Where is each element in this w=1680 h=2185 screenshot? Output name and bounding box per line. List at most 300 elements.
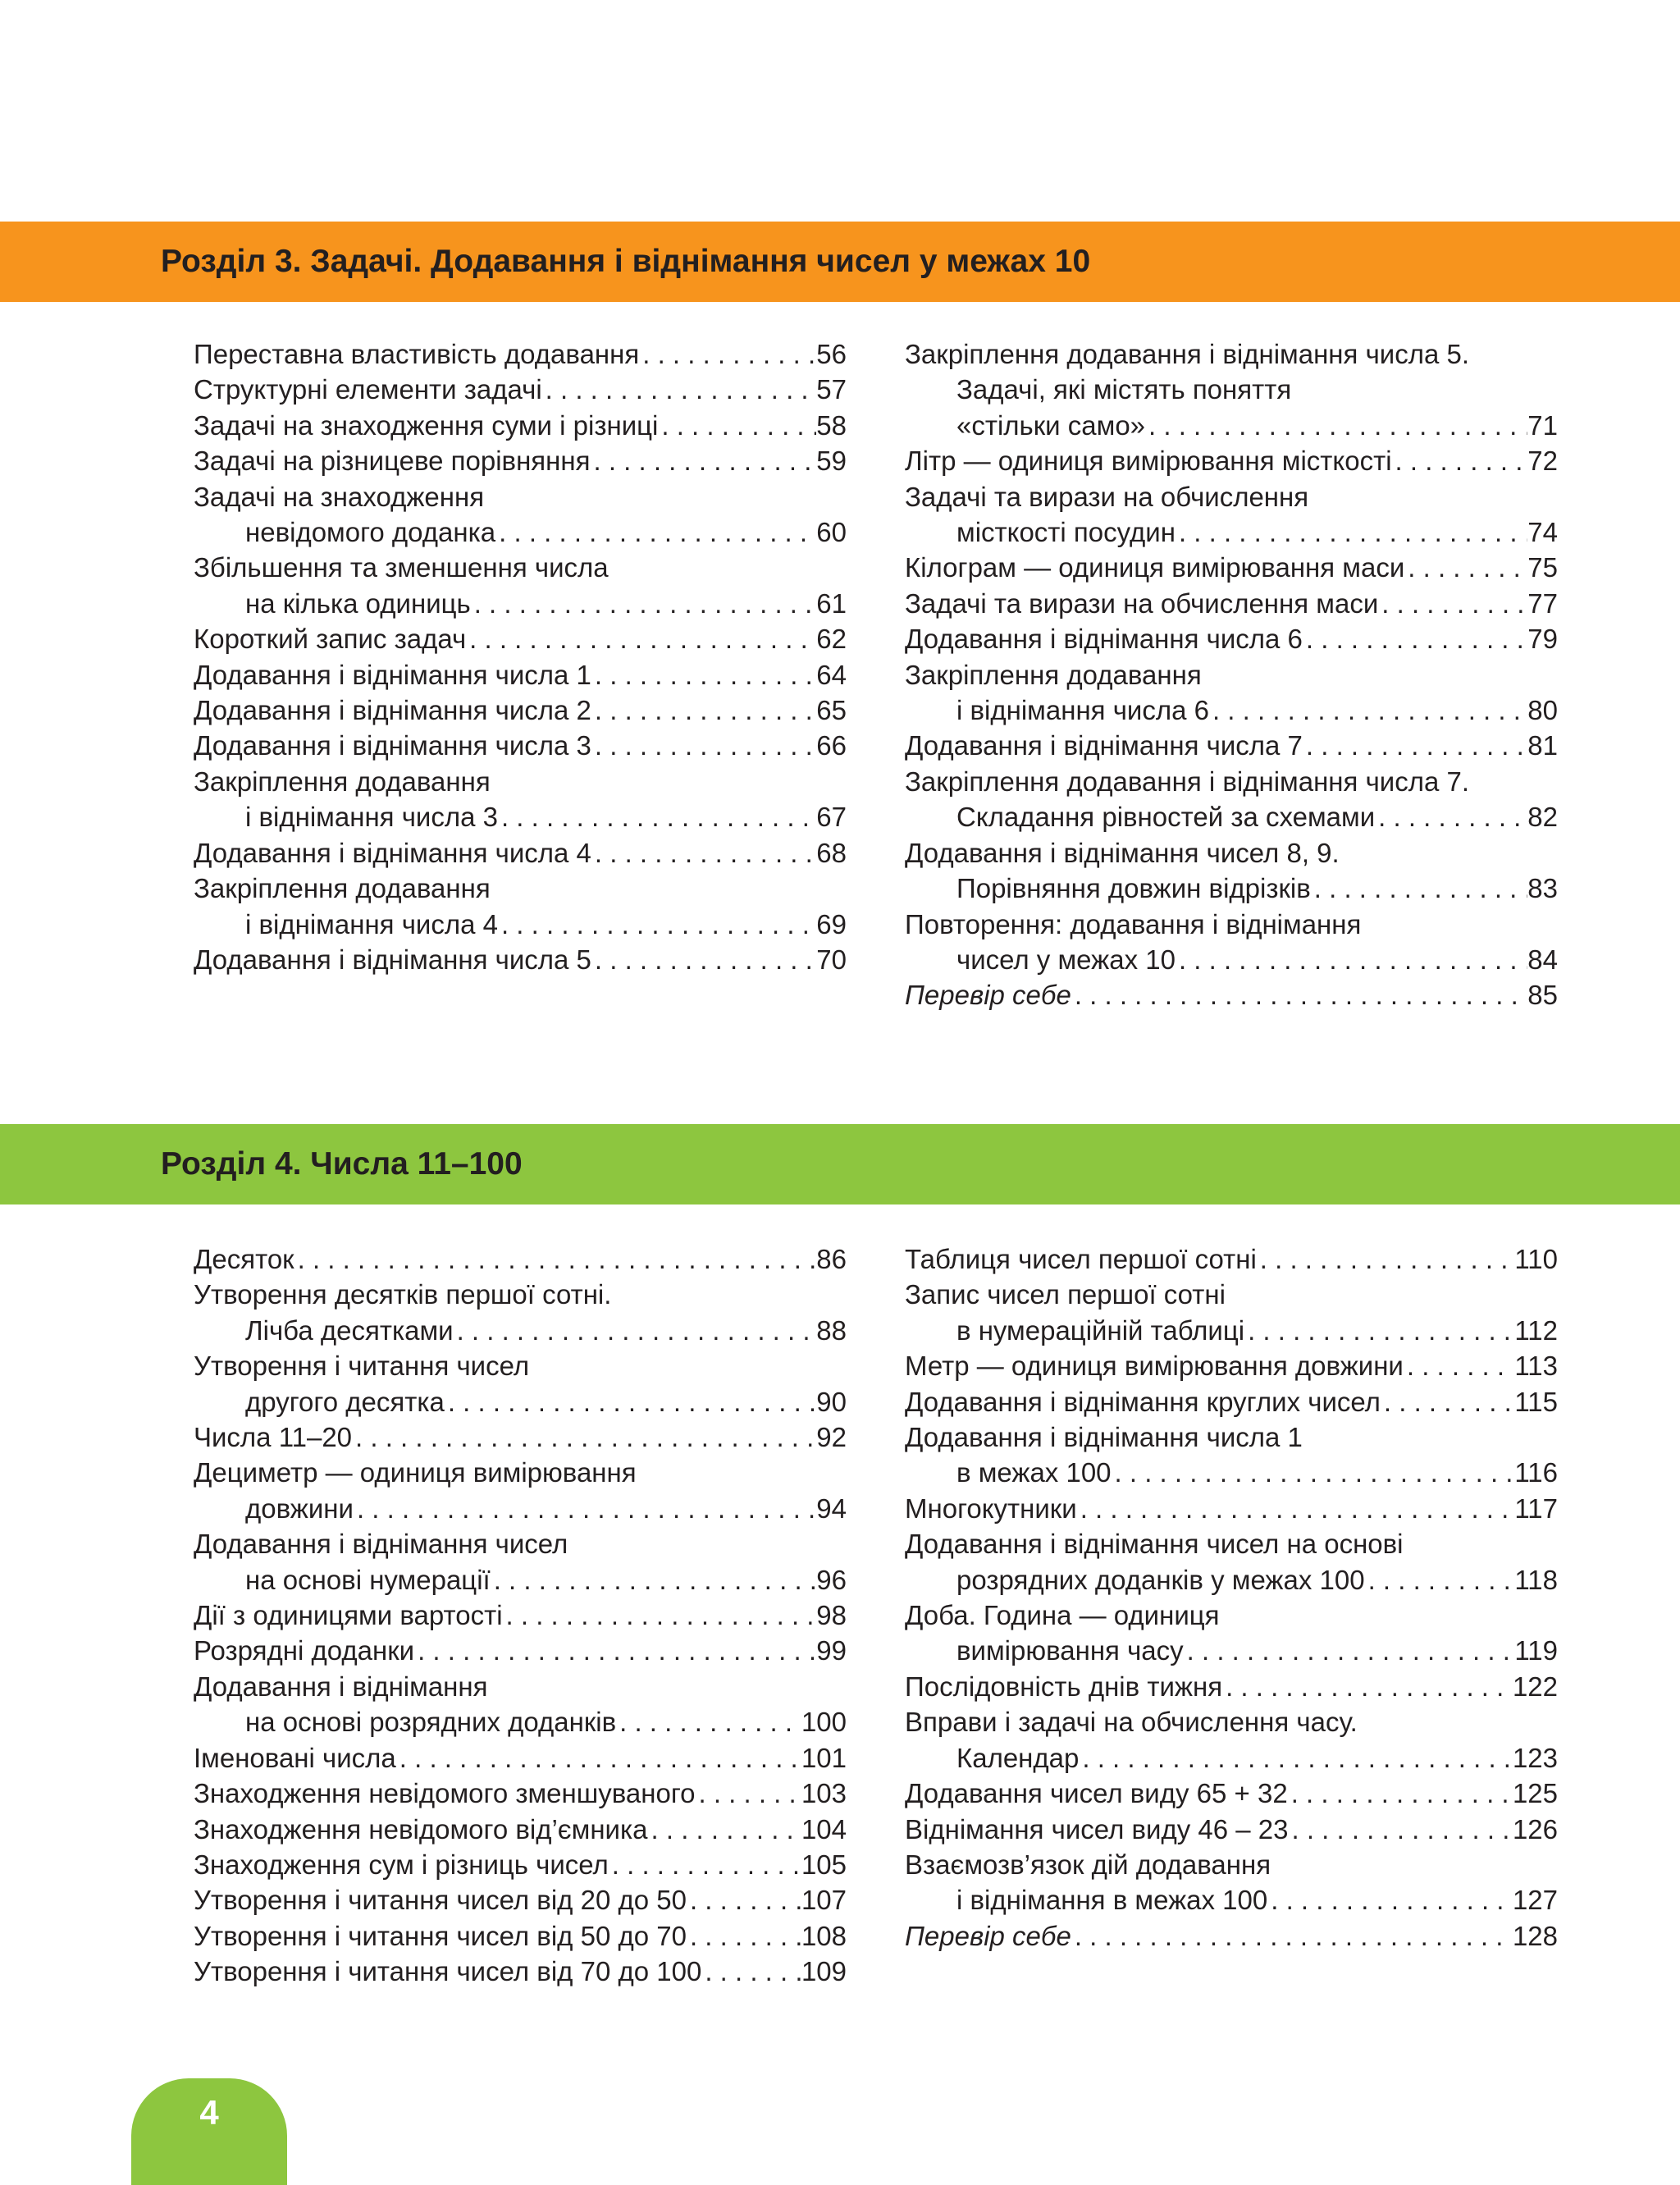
toc-entry-title: Задачі та вирази на обчислення: [905, 481, 1309, 512]
toc-entry-title: Десяток: [194, 1244, 294, 1274]
dot-leader: [609, 1847, 801, 1882]
section-3-right-column: [905, 336, 1558, 1013]
section-4-right-column: [905, 1241, 1558, 1954]
toc-entry-title: Числа 11–20: [194, 1422, 353, 1453]
toc-entry-title: Лічба десятками: [245, 1314, 454, 1346]
toc-entry-line: [194, 1562, 847, 1598]
toc-entry-title: Утворення і читання чисел від 20 до 50: [194, 1885, 687, 1916]
dot-leader: [1145, 408, 1527, 443]
dot-leader: [1071, 977, 1527, 1013]
toc-entry-title: Утворення і читання чисел від 50 до 70: [194, 1920, 687, 1951]
toc-page-number: 61: [816, 587, 847, 619]
toc-entry-line: [194, 550, 847, 585]
toc-entry-line: [194, 835, 847, 871]
toc-page-number: 88: [816, 1314, 847, 1346]
section-4-title: Розділ 4. Числа 11–100: [161, 1146, 523, 1182]
toc-entry: [194, 764, 847, 835]
dot-leader: [1288, 1812, 1512, 1847]
dot-leader: [1112, 1455, 1515, 1490]
section-3-header: [0, 222, 1680, 302]
toc-entry-line: [905, 1776, 1558, 1811]
toc-entry: [905, 764, 1558, 835]
toc-entry-title: Порівняння довжин відрізків: [956, 873, 1311, 904]
toc-entry: [194, 408, 847, 443]
toc-entry: [194, 1847, 847, 1882]
toc-entry: [905, 443, 1558, 478]
toc-entry-title: вимірювання часу: [956, 1635, 1184, 1666]
toc-entry-line: [905, 871, 1558, 906]
toc-page-number: 59: [816, 446, 847, 477]
section-3-left-column: [194, 336, 847, 977]
toc-entry-title: Знаходження невідомого від’ємника: [194, 1813, 648, 1844]
toc-entry-title: Структурні елементи задачі: [194, 374, 542, 405]
toc-entry-title: Утворення і читання чисел: [194, 1351, 530, 1382]
dot-leader: [591, 835, 816, 871]
dot-leader: [591, 693, 816, 728]
dot-leader: [687, 1918, 801, 1954]
toc-entry-line: [905, 408, 1558, 443]
dot-leader: [491, 1562, 817, 1598]
dot-leader: [542, 372, 817, 407]
toc-entry-line: [194, 693, 847, 728]
toc-entry: [905, 1598, 1558, 1669]
toc-entry-line: [194, 1704, 847, 1739]
toc-page-number: 58: [816, 409, 847, 441]
toc-page-number: 60: [816, 517, 847, 548]
dot-leader: [591, 443, 817, 478]
toc-entry-line: [905, 1882, 1558, 1918]
toc-entry-title: Закріплення додавання: [194, 873, 491, 904]
toc-page-number: 67: [816, 802, 847, 833]
toc-entry-title: Додавання і віднімання числа 3: [194, 730, 591, 761]
toc-entry: [905, 586, 1558, 621]
toc-page-number: 117: [1514, 1492, 1558, 1524]
toc-entry: [194, 1882, 847, 1918]
toc-entry-line: [905, 372, 1558, 407]
dot-leader: [1176, 514, 1527, 550]
toc-entry-line: [905, 1419, 1558, 1455]
toc-page-number: 81: [1527, 730, 1558, 761]
toc-entry-line: [905, 621, 1558, 656]
toc-entry: [905, 1776, 1558, 1811]
dot-leader: [1375, 799, 1527, 834]
toc-entry: [905, 1348, 1558, 1383]
toc-entry-line: [194, 1277, 847, 1312]
toc-entry-title: Задачі на знаходження: [194, 481, 485, 512]
toc-entry-line: [194, 514, 847, 550]
toc-entry-title: Додавання і віднімання числа 1: [194, 659, 591, 690]
toc-page-number: 72: [1527, 446, 1558, 477]
toc-entry-line: [905, 657, 1558, 693]
toc-entry-title: Додавання і віднімання: [194, 1671, 488, 1702]
toc-entry: [194, 1455, 847, 1526]
toc-entry-line: [194, 1491, 847, 1526]
toc-entry-line: [905, 1598, 1558, 1633]
toc-entry-title: місткості посудин: [956, 517, 1176, 548]
toc-entry-line: [194, 1847, 847, 1882]
toc-page-number: 85: [1527, 980, 1558, 1011]
toc-entry-line: [905, 1277, 1558, 1312]
dot-leader: [498, 907, 816, 942]
dot-leader: [1176, 942, 1527, 977]
toc-entry-title: Перевір себе: [905, 1920, 1071, 1951]
toc-entry-title: і віднімання в межах 100: [956, 1885, 1268, 1916]
toc-entry-title: Вправи і задачі на обчислення часу.: [905, 1707, 1358, 1738]
toc-page-number: 94: [816, 1492, 847, 1524]
toc-entry-title: довжини: [245, 1492, 354, 1524]
dot-leader: [1077, 1491, 1515, 1526]
toc-page-number: 83: [1527, 873, 1558, 904]
toc-entry: [194, 1669, 847, 1740]
dot-leader: [616, 1704, 801, 1739]
toc-page-number: 57: [816, 374, 847, 405]
toc-entry: [194, 1241, 847, 1277]
dot-leader: [591, 942, 816, 977]
toc-entry-title: Додавання і віднімання числа 5: [194, 944, 591, 975]
toc-entry-line: [905, 799, 1558, 834]
toc-entry-title: Метр — одиниця вимірювання довжини: [905, 1351, 1404, 1382]
dot-leader: [1079, 1740, 1513, 1776]
toc-entry-line: [905, 479, 1558, 514]
toc-page-number: 71: [1527, 409, 1558, 441]
section-4-header: [0, 1124, 1680, 1204]
toc-entry: [905, 550, 1558, 585]
dot-leader: [1244, 1313, 1514, 1348]
toc-page-number: 70: [816, 944, 847, 975]
toc-entry-line: [905, 1455, 1558, 1490]
toc-entry-title: Повторення: додавання і віднімання: [905, 908, 1362, 939]
toc-entry-title: Короткий запис задач: [194, 624, 467, 655]
toc-entry-title: розрядних доданків у межах 100: [956, 1564, 1365, 1595]
dot-leader: [1222, 1669, 1513, 1704]
dot-leader: [701, 1954, 801, 1989]
toc-entry-title: Додавання і віднімання чисел на основі: [905, 1529, 1404, 1560]
toc-entry-title: Таблиця чисел першої сотні: [905, 1244, 1257, 1274]
toc-entry-line: [905, 1704, 1558, 1739]
toc-page-number: 56: [816, 339, 847, 369]
toc-entry-line: [905, 835, 1558, 871]
toc-entry-title: Додавання і віднімання числа 1: [905, 1422, 1303, 1453]
toc-entry: [905, 1704, 1558, 1776]
toc-entry-title: Додавання і віднімання чисел: [194, 1529, 568, 1560]
toc-entry: [194, 1812, 847, 1847]
toc-entry: [905, 1491, 1558, 1526]
toc-entry: [905, 1277, 1558, 1348]
toc-entry-line: [194, 479, 847, 514]
toc-entry-title: Задачі на знаходження суми і різниці: [194, 409, 659, 441]
toc-entry: [194, 1526, 847, 1598]
toc-entry-title: Додавання і віднімання чисел 8, 9.: [905, 837, 1340, 868]
toc-entry-title: і віднімання числа 3: [245, 802, 498, 833]
toc-page-number: 109: [801, 1956, 847, 1987]
toc-entry-line: [194, 1348, 847, 1383]
toc-entry-line: [194, 907, 847, 942]
toc-entry-title: другого десятка: [245, 1386, 445, 1417]
toc-page-number: 65: [816, 695, 847, 726]
toc-entry-title: Дії з одиницями вартості: [194, 1600, 503, 1631]
page-number-tab: [131, 2078, 287, 2185]
toc-entry-line: [194, 372, 847, 407]
toc-entry-title: Іменовані числа: [194, 1742, 396, 1773]
toc-entry-line: [905, 514, 1558, 550]
toc-entry-line: [194, 1384, 847, 1419]
toc-page-number: 101: [801, 1742, 847, 1773]
dot-leader: [396, 1740, 801, 1776]
dot-leader: [1288, 1776, 1513, 1811]
toc-entry-line: [905, 1918, 1558, 1954]
toc-entry: [905, 336, 1558, 443]
dot-leader: [1267, 1882, 1513, 1918]
toc-entry-line: [905, 764, 1558, 799]
toc-page-number: 98: [816, 1600, 847, 1631]
toc-page-number: 69: [816, 908, 847, 939]
dot-leader: [1303, 728, 1527, 763]
dot-leader: [471, 586, 817, 621]
toc-entry-line: [194, 1526, 847, 1561]
toc-entry: [194, 1776, 847, 1811]
toc-page-number: 105: [801, 1849, 847, 1880]
toc-entry-title: Літр — одиниця вимірювання місткості: [905, 446, 1392, 477]
dot-leader: [1303, 621, 1527, 656]
toc-entry-title: Задачі на різницеве порівняння: [194, 446, 591, 477]
dot-leader: [445, 1384, 816, 1419]
dot-leader: [591, 657, 816, 693]
toc-page-number: 107: [801, 1885, 847, 1916]
toc-page-number: 84: [1527, 944, 1558, 975]
toc-page-number: 125: [1512, 1778, 1558, 1809]
toc-page-number: 118: [1514, 1564, 1558, 1595]
toc-entry-line: [194, 1313, 847, 1348]
toc-page-number: 80: [1527, 695, 1558, 726]
toc-entry: [905, 479, 1558, 551]
toc-entry-line: [905, 336, 1558, 372]
toc-entry-title: Додавання і віднімання числа 4: [194, 837, 591, 868]
toc-entry-title: Послідовність днів тижня: [905, 1671, 1223, 1702]
toc-entry: [905, 977, 1558, 1013]
toc-page-number: 108: [801, 1920, 847, 1951]
toc-entry-line: [194, 336, 847, 372]
toc-page-number: 103: [801, 1778, 847, 1809]
dot-leader: [639, 336, 816, 372]
toc-entry: [194, 1598, 847, 1633]
toc-entry-line: [194, 1241, 847, 1277]
toc-page-number: 126: [1512, 1813, 1558, 1844]
toc-entry-line: [194, 1669, 847, 1704]
toc-entry: [905, 1241, 1558, 1277]
toc-entry: [905, 1918, 1558, 1954]
toc-entry-line: [905, 1669, 1558, 1704]
toc-entry-line: [905, 550, 1558, 585]
toc-entry: [194, 1277, 847, 1348]
toc-entry-line: [905, 1384, 1558, 1419]
dot-leader: [1071, 1918, 1513, 1954]
toc-entry-title: Додавання і віднімання числа 6: [905, 624, 1303, 655]
dot-leader: [454, 1313, 817, 1348]
toc-entry-title: Переставна властивість додавання: [194, 339, 640, 369]
toc-entry: [905, 1669, 1558, 1704]
toc-entry: [194, 1633, 847, 1668]
toc-page-number: 113: [1514, 1351, 1558, 1382]
toc-page-number: 77: [1527, 587, 1558, 619]
toc-entry-line: [905, 1313, 1558, 1348]
toc-entry-title: в межах 100: [956, 1457, 1112, 1488]
toc-page-number: 74: [1527, 517, 1558, 548]
toc-entry-line: [194, 1882, 847, 1918]
toc-entry-line: [194, 1598, 847, 1633]
toc-entry-line: [905, 1812, 1558, 1847]
toc-entry-title: Збільшення та зменшення числа: [194, 552, 609, 583]
dot-leader: [591, 728, 816, 763]
toc-entry-line: [194, 1455, 847, 1490]
toc-entry-title: Додавання і віднімання круглих чисел: [905, 1386, 1381, 1417]
toc-entry-title: Кілограм — одиниця вимірювання маси: [905, 552, 1405, 583]
toc-entry-line: [194, 764, 847, 799]
dot-leader: [498, 799, 816, 834]
toc-entry-line: [905, 1633, 1558, 1668]
toc-entry-title: на кілька одиниць: [245, 587, 471, 619]
toc-entry: [194, 621, 847, 656]
toc-entry: [194, 443, 847, 478]
toc-entry: [194, 657, 847, 693]
toc-page-number: 86: [816, 1244, 847, 1274]
dot-leader: [1392, 443, 1528, 478]
toc-entry-title: Знаходження невідомого зменшуваного: [194, 1778, 696, 1809]
toc-entry: [194, 1918, 847, 1954]
toc-entry-line: [905, 1562, 1558, 1598]
toc-entry: [194, 835, 847, 871]
toc-entry-title: Взаємозв’язок дій додавання: [905, 1849, 1271, 1880]
toc-entry-title: на основі розрядних доданків: [245, 1707, 617, 1738]
toc-page-number: 62: [816, 624, 847, 655]
toc-entry-title: Додавання чисел виду 65 + 32: [905, 1778, 1288, 1809]
dot-leader: [648, 1812, 801, 1847]
toc-entry-line: [194, 586, 847, 621]
toc-entry-title: Дециметр — одиниця вимірювання: [194, 1457, 637, 1488]
toc-entry-title: Закріплення додавання: [905, 659, 1202, 690]
toc-page-number: 128: [1512, 1920, 1558, 1951]
toc-entry-line: [905, 1241, 1558, 1277]
toc-page-number: 82: [1527, 802, 1558, 833]
toc-entry-line: [194, 1812, 847, 1847]
toc-entry-title: Додавання і віднімання числа 7: [905, 730, 1303, 761]
dot-leader: [695, 1776, 801, 1811]
dot-leader: [1209, 693, 1527, 728]
toc-entry-title: Додавання і віднімання числа 2: [194, 695, 591, 726]
toc-page-number: 64: [816, 659, 847, 690]
toc-entry-title: Утворення десятків першої сотні.: [194, 1279, 612, 1310]
toc-entry-title: Розрядні доданки: [194, 1635, 415, 1666]
dot-leader: [1404, 1348, 1515, 1383]
dot-leader: [466, 621, 816, 656]
toc-entry-line: [194, 621, 847, 656]
toc-entry-line: [194, 799, 847, 834]
toc-page-number: 127: [1512, 1885, 1558, 1916]
section-4-left-column: [194, 1241, 847, 1990]
toc-page-number: 110: [1514, 1244, 1558, 1274]
dot-leader: [352, 1419, 816, 1455]
toc-entry-line: [194, 942, 847, 977]
dot-leader: [354, 1491, 816, 1526]
toc-page-number: 96: [816, 1564, 847, 1595]
toc-entry-title: Календар: [956, 1742, 1080, 1773]
toc-entry-title: на основі нумерації: [245, 1564, 491, 1595]
toc-entry: [194, 1348, 847, 1419]
toc-entry-line: [905, 942, 1558, 977]
dot-leader: [658, 408, 816, 443]
toc-entry-title: «стільки само»: [956, 409, 1146, 441]
toc-entry-line: [194, 1776, 847, 1811]
toc-entry: [194, 1419, 847, 1455]
toc-entry: [194, 1740, 847, 1776]
toc-entry-title: Закріплення додавання і віднімання числа 5.: [905, 339, 1469, 369]
toc-entry-line: [194, 871, 847, 906]
toc-entry-title: чисел у межах 10: [956, 944, 1176, 975]
toc-page-number: 112: [1514, 1314, 1558, 1346]
toc-entry: [194, 693, 847, 728]
toc-entry-line: [905, 1491, 1558, 1526]
toc-entry-line: [194, 657, 847, 693]
toc-entry-line: [905, 1740, 1558, 1776]
toc-entry: [905, 1847, 1558, 1918]
dot-leader: [1404, 550, 1527, 585]
toc-page-number: 75: [1527, 552, 1558, 583]
toc-entry-line: [905, 977, 1558, 1013]
toc-page-number: 92: [816, 1422, 847, 1453]
toc-entry-title: і віднімання числа 4: [245, 908, 498, 939]
toc-entry-line: [194, 443, 847, 478]
toc-entry: [905, 1526, 1558, 1598]
toc-entry-line: [905, 443, 1558, 478]
toc-entry: [905, 1812, 1558, 1847]
toc-entry-title: Складання рівностей за схемами: [956, 802, 1376, 833]
toc-entry: [905, 1419, 1558, 1491]
toc-page-number: 90: [816, 1386, 847, 1417]
toc-entry: [194, 550, 847, 621]
dot-leader: [1184, 1633, 1515, 1668]
toc-entry: [194, 871, 847, 942]
dot-leader: [1311, 871, 1528, 906]
toc-entry-line: [194, 728, 847, 763]
toc-entry: [194, 336, 847, 372]
toc-entry-line: [905, 1526, 1558, 1561]
toc-entry-title: в нумераційній таблиці: [956, 1314, 1245, 1346]
toc-entry: [194, 372, 847, 407]
toc-page-number: 100: [801, 1707, 847, 1738]
toc-page-number: 66: [816, 730, 847, 761]
toc-entry: [194, 728, 847, 763]
toc-entry-line: [905, 1847, 1558, 1882]
toc-entry: [905, 835, 1558, 907]
toc-entry-title: невідомого доданка: [245, 517, 496, 548]
dot-leader: [1365, 1562, 1515, 1598]
toc-page-number: 68: [816, 837, 847, 868]
toc-entry-line: [905, 693, 1558, 728]
dot-leader: [503, 1598, 817, 1633]
toc-entry: [905, 1384, 1558, 1419]
dot-leader: [1257, 1241, 1515, 1277]
toc-entry-line: [905, 586, 1558, 621]
toc-entry-title: Закріплення додавання і віднімання числа 7.: [905, 766, 1469, 797]
toc-entry: [905, 621, 1558, 656]
toc-entry-title: Утворення і читання чисел від 70 до 100: [194, 1956, 702, 1987]
dot-leader: [414, 1633, 816, 1668]
toc-entry-line: [905, 907, 1558, 942]
toc-entry-title: Многокутники: [905, 1492, 1077, 1524]
toc-page-number: 79: [1527, 624, 1558, 655]
toc-entry: [905, 657, 1558, 729]
toc-entry-line: [194, 1633, 847, 1668]
toc-page-number: 122: [1512, 1671, 1558, 1702]
